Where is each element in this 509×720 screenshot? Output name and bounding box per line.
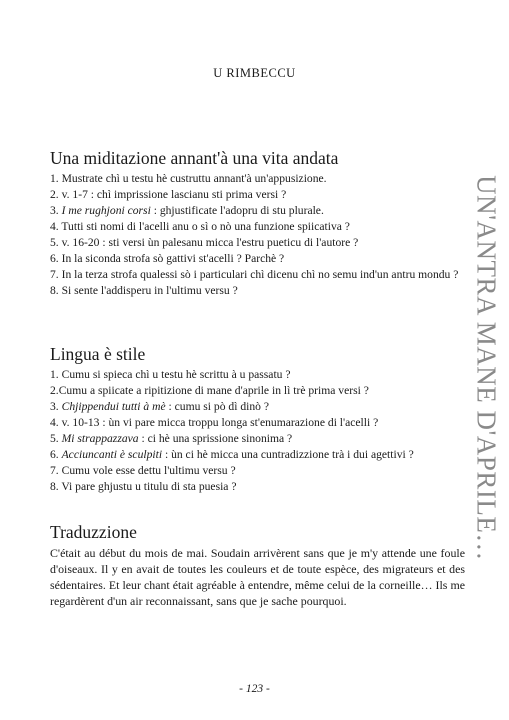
question-item: 4. v. 10-13 : ùn vi pare micca troppu longa st'enumarazione di l'acelli ? [50, 416, 379, 429]
question-item: 7. In la terza strofa qualessi sò i particulari chì dicenu chì no semu ind'un antru mondu ? [50, 268, 459, 281]
section-language-style [50, 343, 465, 495]
question-item: 6. Acciuncanti è sculpiti : ùn ci hè micca una cuntradizzione trà i dui agettivi ? [50, 448, 414, 461]
question-item: 6. In la siconda strofa sò gattivi st'acelli ? Parchè ? [50, 252, 285, 265]
running-head: U RIMBECCU [213, 66, 296, 80]
section-heading: Lingua è stile [50, 344, 146, 364]
question-item: 1. Mustrate chì u testu hè custruttu annant'à un'appusizione. [50, 172, 327, 185]
question-item: 8. Si sente l'addisperu in l'ultimu versu ? [50, 284, 238, 297]
question-list [50, 171, 465, 299]
section-meditation [50, 147, 465, 299]
section-heading: Traduzzione [50, 522, 137, 542]
question-item: 2. v. 1-7 : chì imprissione lascianu sti prima versi ? [50, 188, 287, 201]
question-item: 1. Cumu si spieca chì u testu hè scrittu à u passatu ? [50, 368, 291, 381]
translation-paragraph: C'était au début du mois de mai. Soudain arrivèrent sans que je m'y attende une foule d'oiseaux. Il y en avait de toutes les couleurs et de toute espèce, des migrateurs et des sédentaires. Et leur chant était agréable à entendre, même celui de la corneille… Ils me regardèrent d'un air reconnaissant, sans que je sache pourquoi. [50, 546, 465, 608]
question-item: 7. Cumu vole esse dettu l'ultimu versu ? [50, 464, 236, 477]
question-item: 3. I me rughjoni corsi : ghjustificate l'adopru di stu plurale. [50, 204, 324, 217]
question-item: 5. v. 16-20 : sti versi ùn palesanu micca l'estru pueticu di l'autore ? [50, 236, 359, 249]
question-item: 4. Tutti sti nomi di l'acelli anu o sì o nò una funzione spiicativa ? [50, 220, 350, 233]
question-list [50, 367, 465, 495]
side-title: UN'ANTRA MANE D'APRILE… [471, 175, 502, 561]
question-item: 2.Cumu a spiicate a ripitizione di mane d'aprile in lì trè prima versi ? [50, 384, 369, 397]
page-number: - 123 - [239, 683, 270, 695]
section-heading: Una miditazione annant'à una vita andata [50, 148, 339, 168]
question-item: 3. Chjippendui tutti à mè : cumu si pò dì dinò ? [50, 400, 269, 413]
question-item: 5. Mi strappazzava : ci hè una sprissione sinonima ? [50, 432, 293, 445]
section-translation [50, 521, 465, 609]
question-item: 8. Vi pare ghjustu u titulu di sta puesia ? [50, 480, 237, 493]
